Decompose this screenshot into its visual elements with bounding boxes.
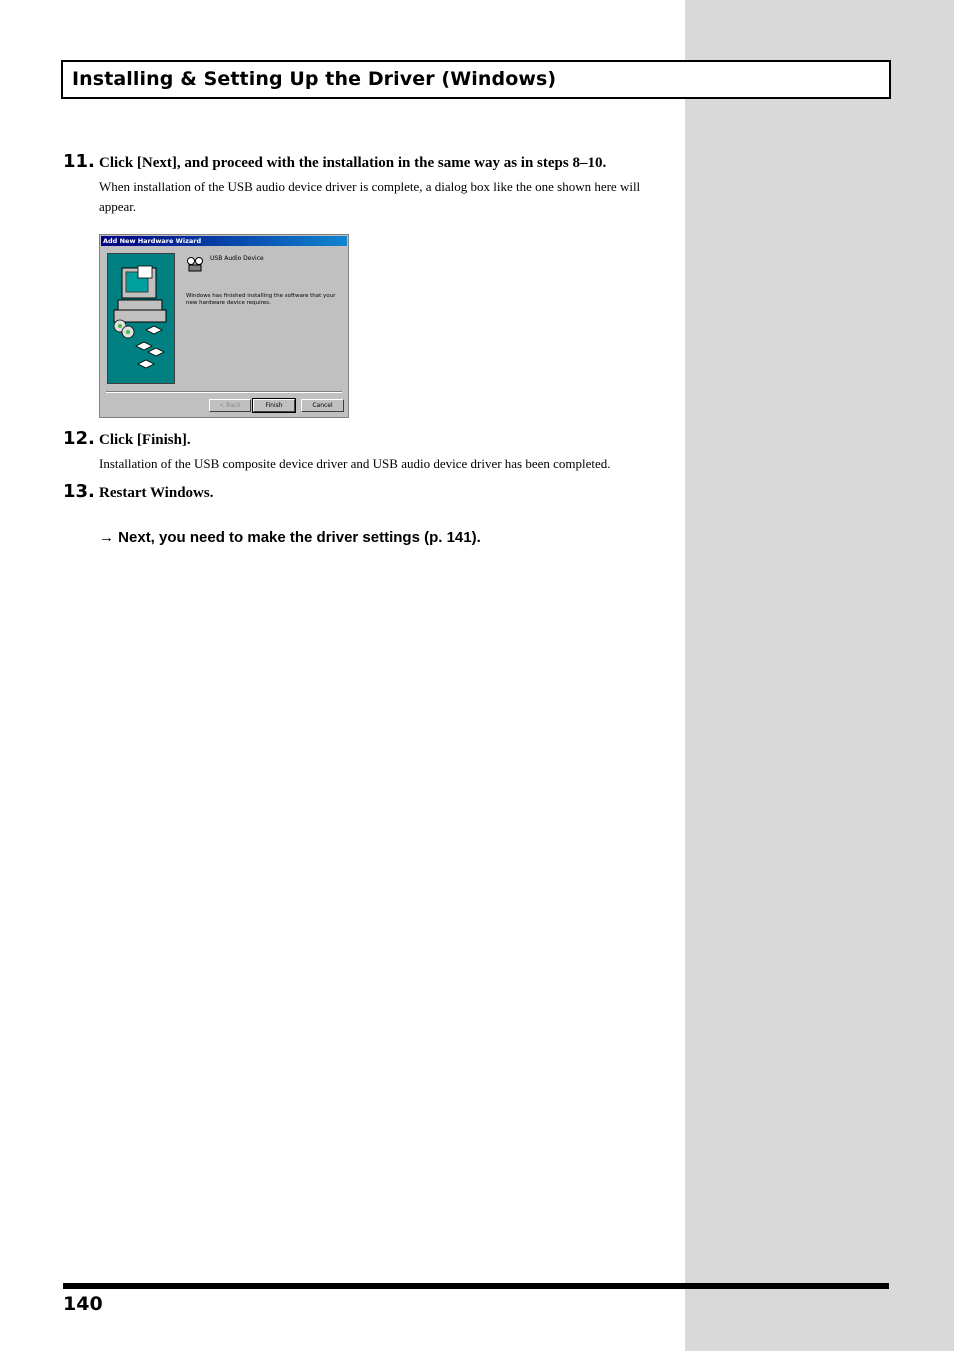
section-title: Installing & Setting Up the Driver (Windows) (72, 68, 557, 90)
computer-and-disks-icon (108, 254, 175, 384)
wizard-art-panel (107, 253, 175, 384)
step-heading-11: Click [Next], and proceed with the installation in the same way as in steps 8–10. (99, 155, 607, 171)
arrow-icon: → (99, 529, 114, 546)
dialog-titlebar (101, 236, 347, 246)
next-step-note (99, 529, 481, 546)
dialog-separator (106, 391, 342, 393)
next-step-text: Next, you need to make the driver settings (p. 141). (118, 529, 481, 546)
step-heading-13: Restart Windows. (99, 485, 214, 501)
step-body-12: Installation of the USB composite device driver and USB audio device driver has been completed. (99, 456, 611, 471)
cancel-button[interactable]: Cancel (301, 399, 344, 412)
audio-device-icon (186, 255, 204, 273)
step-number-12: 12. (63, 428, 95, 449)
step-heading-12: Click [Finish]. (99, 432, 191, 448)
side-margin-band (685, 0, 954, 1351)
dialog-message: Windows has finished installing the software that your new hardware device requires. (186, 293, 336, 306)
page-number: 140 (63, 1293, 103, 1315)
dialog-title: Add New Hardware Wizard (103, 237, 202, 245)
step-number-11: 11. (63, 151, 95, 172)
back-button[interactable]: < Back (209, 399, 251, 412)
footer-rule (63, 1283, 889, 1289)
device-name-label: USB Audio Device (210, 255, 264, 262)
step-number-13: 13. (63, 481, 95, 502)
add-hardware-dialog-figure (99, 234, 349, 418)
step-body-11: When installation of the USB audio device driver is complete, a dialog box like the one shown here will appear. (99, 179, 641, 214)
section-header (61, 60, 891, 99)
finish-button[interactable]: Finish (253, 399, 295, 412)
